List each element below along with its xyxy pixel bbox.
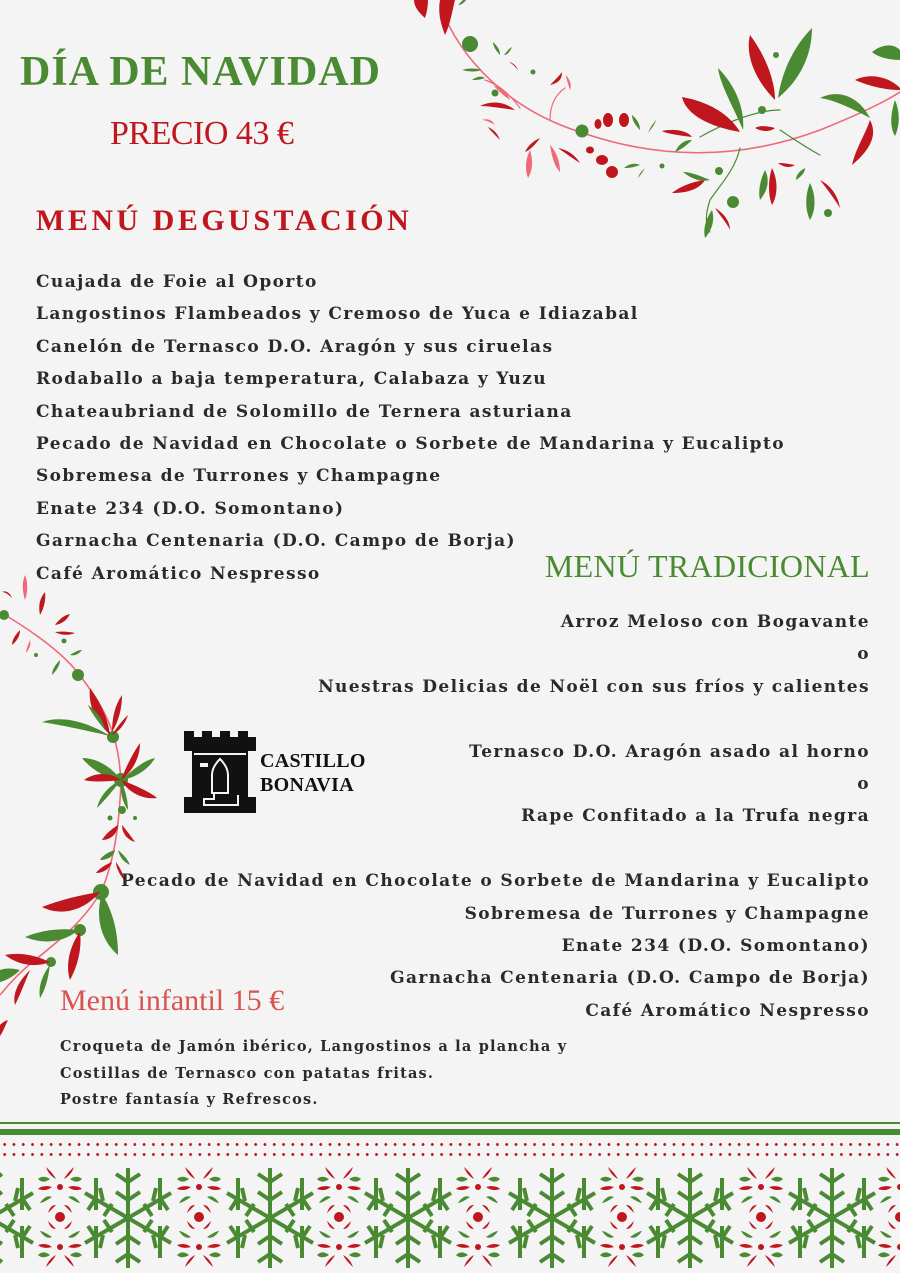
menu-degustacion-heading: MENÚ DEGUSTACIÓN	[36, 204, 413, 237]
menu-tradicional-list	[121, 606, 870, 1027]
menu-item: Garnacha Centenaria (D.O. Campo de Borja)	[36, 531, 516, 552]
menu-item: Postre fantasía y Refrescos.	[60, 1091, 319, 1108]
logo-line-2: BONAVIA	[260, 774, 354, 796]
menu-item: Café Aromático Nespresso	[585, 1000, 870, 1021]
menu-item: Croqueta de Jamón ibérico, Langostinos a la plancha y	[60, 1038, 568, 1055]
menu-item: Chateaubriand de Solomillo de Ternera asturiana	[36, 401, 573, 422]
divider-thin	[0, 1122, 900, 1124]
snowflake-border-decoration	[0, 1162, 900, 1273]
menu-item: Rodaballo a baja temperatura, Calabaza y Yuzu	[36, 369, 548, 390]
menu-item: Costillas de Ternasco con patatas fritas.	[60, 1064, 435, 1082]
dotted-divider	[0, 1153, 900, 1156]
menu-item: Enate 234 (D.O. Somontano)	[561, 936, 870, 957]
menu-infantil-list	[60, 1034, 567, 1114]
castillo-bonavia-logo	[182, 729, 372, 815]
or-separator: o	[857, 644, 870, 665]
menu-item: Nuestras Delicias de Noël con sus fríos y calientes	[318, 676, 870, 697]
top-garland-decoration	[400, 0, 900, 240]
price-label: PRECIO 43 €	[110, 115, 294, 152]
dotted-divider	[0, 1143, 900, 1146]
divider-thick	[0, 1129, 900, 1135]
menu-item: Rape Confitado a la Trufa negra	[521, 806, 870, 827]
menu-item: Pecado de Navidad en Chocolate o Sorbete de Mandarina y Eucalipto	[36, 434, 785, 455]
menu-item: Garnacha Centenaria (D.O. Campo de Borja)	[390, 968, 870, 989]
menu-tradicional-heading: MENÚ TRADICIONAL	[544, 548, 870, 584]
menu-item: Ternasco D.O. Aragón asado al horno	[469, 741, 870, 762]
menu-infantil-heading: Menú infantil 15 €	[60, 984, 285, 1017]
page-title: DÍA DE NAVIDAD	[20, 49, 381, 95]
menu-item: Sobremesa de Turrones y Champagne	[464, 903, 870, 924]
castle-tower-icon	[182, 729, 258, 815]
menu-item: Enate 234 (D.O. Somontano)	[36, 498, 345, 519]
menu-item: Canelón de Ternasco D.O. Aragón y sus ciruelas	[36, 336, 554, 357]
menu-item: Cuajada de Foie al Oporto	[36, 272, 318, 292]
menu-item: Arroz Meloso con Bogavante	[560, 612, 870, 632]
logo-line-1: CASTILLO	[260, 750, 366, 772]
menu-item: Sobremesa de Turrones y Champagne	[36, 466, 442, 487]
menu-degustacion-list	[36, 266, 785, 590]
or-separator: o	[857, 774, 870, 795]
menu-item: Langostinos Flambeados y Cremoso de Yuca e Idiazabal	[36, 304, 639, 325]
menu-item: Café Aromático Nespresso	[36, 563, 321, 584]
menu-item: Pecado de Navidad en Chocolate o Sorbete de Mandarina y Eucalipto	[121, 871, 870, 892]
